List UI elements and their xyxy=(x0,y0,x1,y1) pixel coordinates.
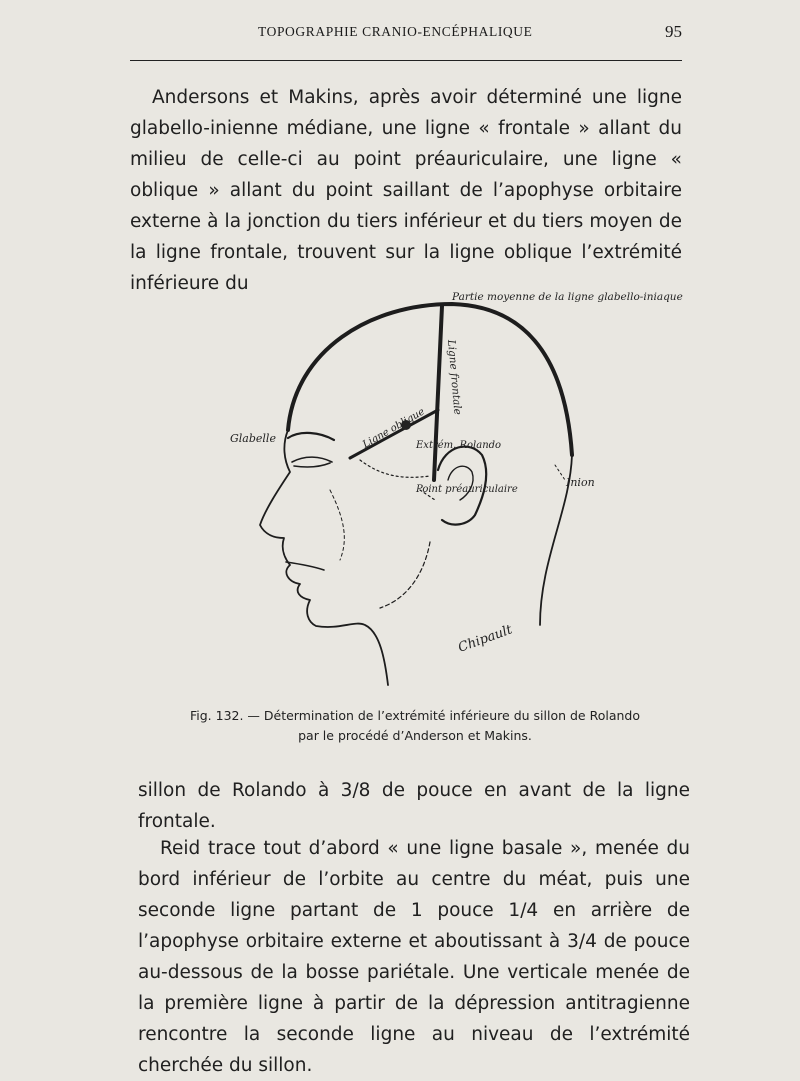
cheek-line xyxy=(330,490,344,560)
label-oblique: Ligne oblique xyxy=(361,406,427,451)
paragraph-2 xyxy=(138,775,690,837)
frontale-line xyxy=(434,306,442,480)
signature: Chipault xyxy=(456,622,515,656)
eyebrow xyxy=(288,433,334,440)
skull-outline xyxy=(288,304,572,455)
head-illustration xyxy=(220,280,683,690)
dotted-line-1 xyxy=(360,460,430,477)
label-glabelle: Glabelle xyxy=(230,432,276,445)
page-number: 95 xyxy=(665,22,682,41)
running-title: TOPOGRAPHIE CRANIO-ENCÉPHALIQUE xyxy=(258,24,533,39)
paragraph-1 xyxy=(130,82,682,299)
paragraph-3 xyxy=(138,833,690,1081)
figure-caption xyxy=(160,706,670,746)
label-rolando: Extrém. Rolando xyxy=(416,440,502,451)
jaw-line xyxy=(380,542,430,608)
caption-line-1: Fig. 132. — Détermination de l’extrémité inférieure du sillon de Rolando xyxy=(189,708,641,723)
page-header xyxy=(130,22,682,44)
face-profile xyxy=(260,430,388,685)
paragraph-3-text: Reid trace tout d’abord « une ligne basale », menée du bord inférieur de l’orbite au centre du méat, puis une seconde ligne partant de 1 pouce 1/4 en arrière de l’apophyse orbitaire externe et aboutissant à 3/4 de pouce au-dessous de la bosse pariétale. Une verticale menée de la première ligne à partir de la dépression antitragienne rencontre la seconde ligne au niveau de l’extrémité cherchée du sillon. xyxy=(138,838,690,1076)
label-inion: Inion xyxy=(566,476,595,489)
dotted-line-3 xyxy=(555,465,565,480)
label-preauriculaire: Point préauriculaire xyxy=(416,484,518,495)
header-rule xyxy=(130,60,682,61)
label-top: Partie moyenne de la ligne glabello-iniaque xyxy=(452,291,683,303)
paragraph-1-text: Andersons et Makins, après avoir déterminé une ligne glabello-inienne médiane, une ligne « frontale » allant du milieu de celle-ci au point préauriculaire, une ligne « oblique » allant du point saillant de l’apophyse orbitaire externe à la jonction du tiers inférieur et du tiers moyen de la ligne frontale, trouvent sur la ligne oblique l’extrémité inférieure du xyxy=(130,87,682,294)
label-frontale: Ligne frontale xyxy=(445,339,464,416)
eye xyxy=(292,457,332,467)
figure-head-diagram xyxy=(220,280,683,690)
mouth xyxy=(286,562,324,570)
caption-line-2: par le procédé d’Anderson et Makins. xyxy=(298,728,532,743)
paragraph-2-text: sillon de Rolando à 3/8 de pouce en avant de la ligne frontale. xyxy=(138,780,690,832)
